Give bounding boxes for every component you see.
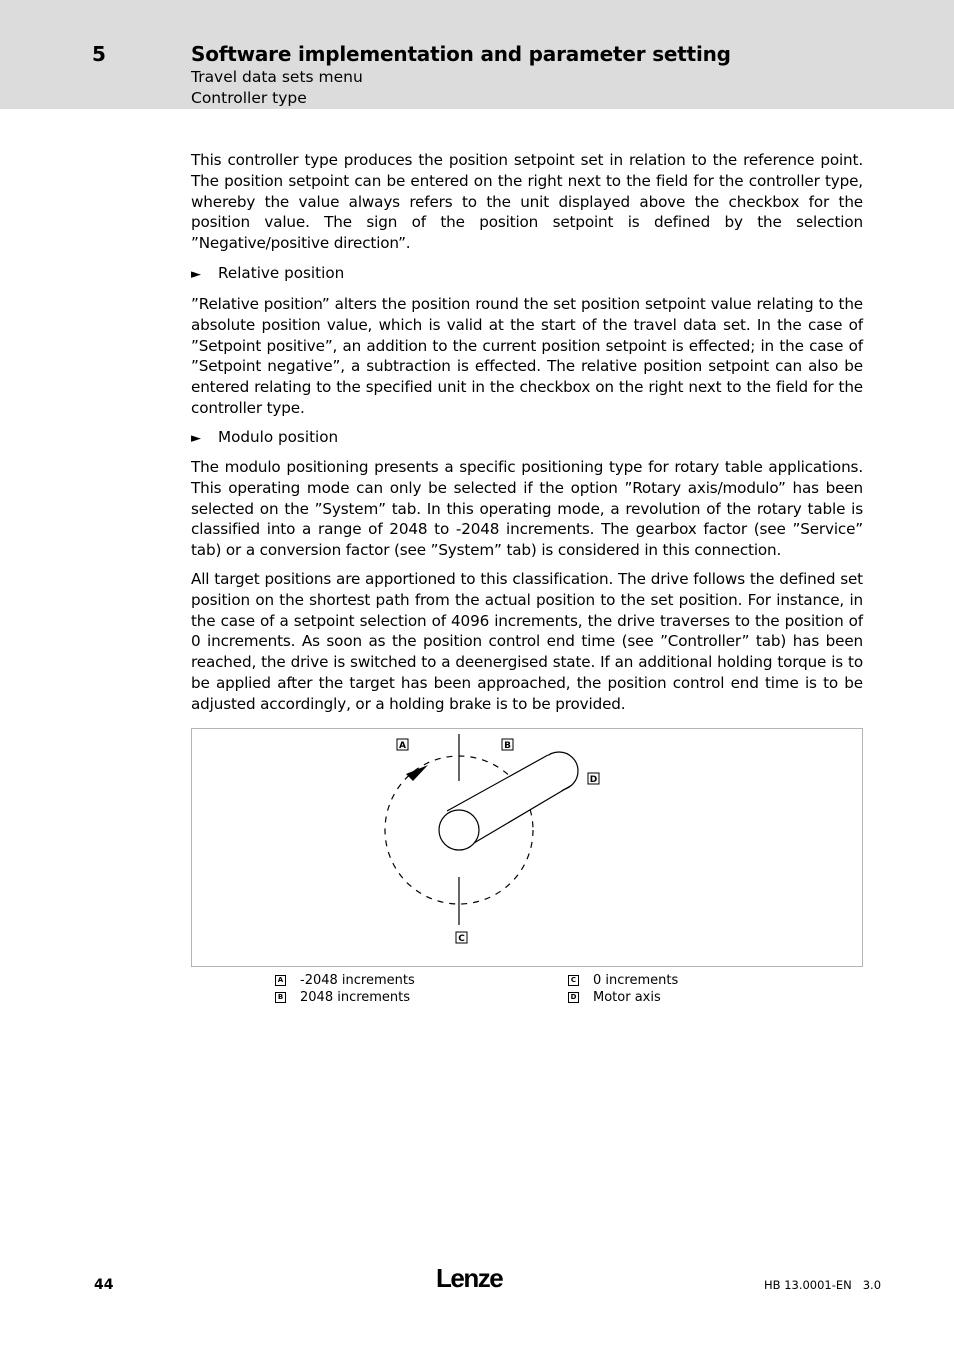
chapter-title: Software implementation and parameter setting <box>191 42 731 66</box>
legend-text: Motor axis <box>593 990 661 1005</box>
chapter-number: 5 <box>92 42 106 66</box>
legend-key: D <box>568 992 579 1003</box>
legend-key: C <box>568 975 579 986</box>
legend-key: A <box>275 975 286 986</box>
label-a <box>397 739 408 751</box>
label-c-text: C <box>458 934 465 944</box>
section-subtitle: Travel data sets menu <box>191 68 363 86</box>
legend-item <box>275 973 415 988</box>
label-d-text: D <box>589 775 598 785</box>
bullet-relative-position <box>191 264 344 282</box>
label-b <box>502 739 513 751</box>
bullet-label: Modulo position <box>218 428 339 446</box>
figure-frame <box>191 728 863 967</box>
bullet-arrow-icon: ► <box>191 267 201 282</box>
legend-item <box>568 973 678 988</box>
bullet-arrow-icon: ► <box>191 431 201 446</box>
legend-text: 2048 increments <box>300 990 411 1005</box>
paragraph-modulo-position: The modulo positioning presents a specific positioning type for rotary table applications. This operating mode can only be selected if the option ”Rotary axis/modulo” has been selected on the ”System” tab. In this operating mode, a revolution of the rotary table is classified into a range of 2048 to -2048 increments. The gearbox factor (see ”Service” tab) or a conversion factor (see ”System” tab) is considered in this connection. <box>191 458 863 560</box>
label-d <box>588 773 599 785</box>
label-c <box>456 932 467 944</box>
bullet-label: Relative position <box>218 264 345 282</box>
bullet-modulo-position <box>191 428 338 446</box>
legend-key: B <box>275 992 286 1003</box>
legend-text: -2048 increments <box>300 973 415 988</box>
document-reference: HB 13.0001-EN 3.0 <box>764 1278 882 1292</box>
paragraph-relative-position: ”Relative position” alters the position round the set position setpoint value relating to the absolute position value, which is valid at the start of the travel data set. In the case of ”Setpoint positive”, an addition to the current position setpoint is effected; in the case of ”Setpoint negative”, a subtraction is effected. The relative position setpoint can also be entered relating to the specified unit in the checkbox on the right next to the field for the controller type. <box>191 295 863 417</box>
paragraph-target-positions: All target positions are apportioned to this classification. The drive follows the defined set position on the shortest path from the actual position to the set position. For instance, in the case of a setpoint selection of 4096 increments, the drive traverses to the position of 0 increments. As soon as the position control end time (see ”Controller” tab) has been reached, the drive is switched to a deenergised state. If an additional holding torque is to be applied after the target has been approached, the position control end time is to be adjusted accordingly, or a holding brake is to be provided. <box>191 570 863 713</box>
legend-text: 0 increments <box>593 973 679 988</box>
rotary-axis-diagram <box>192 729 864 968</box>
legend-item <box>275 990 410 1005</box>
label-a-text: A <box>399 741 406 751</box>
paragraph-controller-type: This controller type produces the position setpoint set in relation to the reference point. The position setpoint can be entered on the right next to the field for the controller type, whereby the value always refers to the unit displayed above the checkbox for the position value. The sign of the position setpoint is defined by the selection ”Negative/positive direction”. <box>191 151 863 253</box>
rotation-arrowhead <box>406 765 428 781</box>
legend-item <box>568 990 661 1005</box>
lenze-logo: Lenze <box>436 1263 503 1293</box>
label-b-text: B <box>504 741 511 751</box>
subsection-subtitle: Controller type <box>191 89 307 107</box>
cylinder-near-end <box>439 810 479 850</box>
page-number: 44 <box>94 1277 114 1293</box>
